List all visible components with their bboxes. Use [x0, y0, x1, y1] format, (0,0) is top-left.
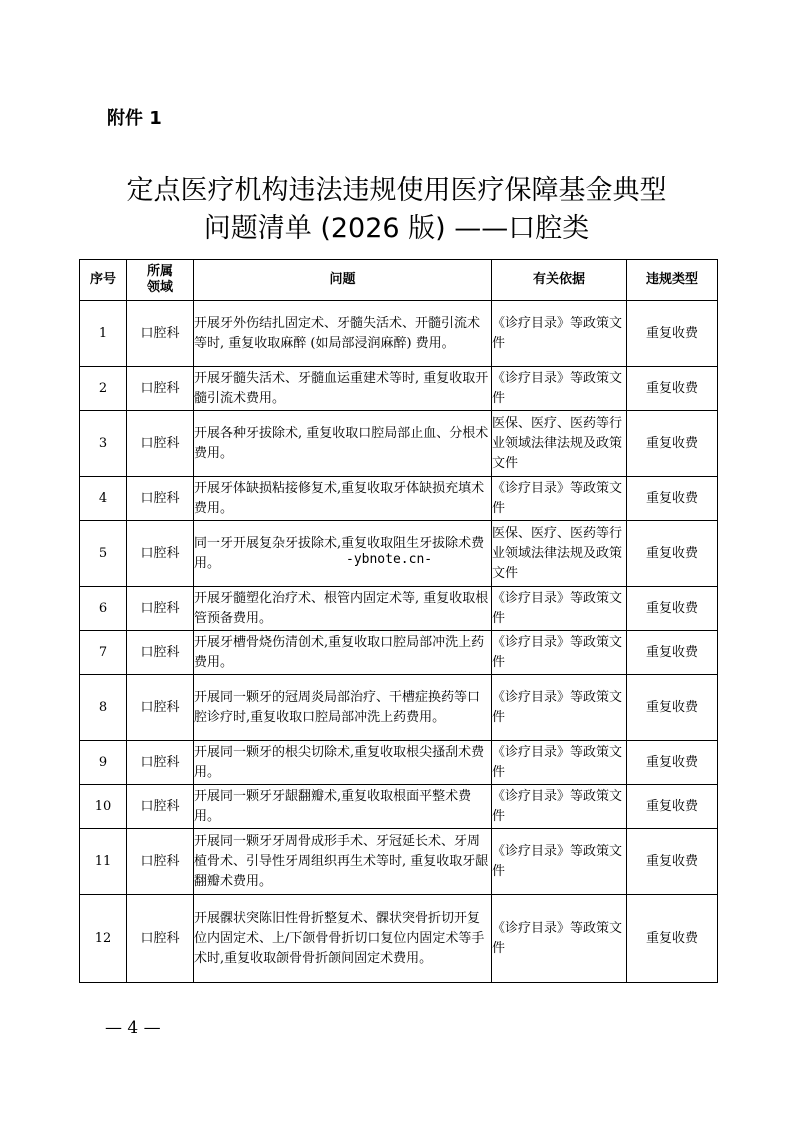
cell-domain: 口腔科	[127, 477, 194, 521]
cell-seq: 2	[80, 367, 127, 411]
cell-type: 重复收费	[627, 631, 718, 675]
table-row	[80, 741, 718, 785]
table-row	[80, 477, 718, 521]
cell-domain: 口腔科	[127, 741, 194, 785]
cell-basis: 《诊疗目录》等政策文件	[492, 367, 627, 411]
document-title-line1: 定点医疗机构违法违规使用医疗保障基金典型	[126, 175, 667, 206]
cell-issue: 开展髁状突陈旧性骨折整复术、髁状突骨折切开复位内固定术、上/下颌骨骨折切口复位内固定术等手术时,重复收取颌骨骨折颌间固定术费用。	[194, 895, 492, 983]
cell-type: 重复收费	[627, 477, 718, 521]
cell-seq: 9	[80, 741, 127, 785]
cell-basis: 医保、医疗、医药等行业领域法律法规及政策文件	[492, 411, 627, 477]
cell-basis: 《诊疗目录》等政策文件	[492, 829, 627, 895]
cell-basis: 《诊疗目录》等政策文件	[492, 587, 627, 631]
cell-basis: 《诊疗目录》等政策文件	[492, 785, 627, 829]
cell-seq: 8	[80, 675, 127, 741]
watermark: -ybnote.cn-	[346, 552, 433, 567]
cell-type: 重复收费	[627, 301, 718, 367]
cell-basis: 医保、医疗、医药等行业领域法律法规及政策文件	[492, 521, 627, 587]
cell-domain: 口腔科	[127, 895, 194, 983]
cell-issue: 同一牙开展复杂牙拔除术,重复收取阻生牙拔除术费用。	[194, 521, 492, 587]
cell-domain: 口腔科	[127, 411, 194, 477]
cell-type: 重复收费	[627, 367, 718, 411]
cell-seq: 5	[80, 521, 127, 587]
cell-basis: 《诊疗目录》等政策文件	[492, 631, 627, 675]
cell-domain: 口腔科	[127, 521, 194, 587]
table-row	[80, 367, 718, 411]
cell-seq: 7	[80, 631, 127, 675]
table-row	[80, 675, 718, 741]
header-seq: 序号	[80, 260, 127, 301]
cell-domain: 口腔科	[127, 829, 194, 895]
cell-domain: 口腔科	[127, 587, 194, 631]
table-row	[80, 301, 718, 367]
cell-issue: 开展各种牙拔除术, 重复收取口腔局部止血、分根术费用。	[194, 411, 492, 477]
header-domain: 所属 领域	[127, 260, 194, 301]
cell-type: 重复收费	[627, 411, 718, 477]
header-basis: 有关依据	[492, 260, 627, 301]
cell-basis: 《诊疗目录》等政策文件	[492, 741, 627, 785]
table-row	[80, 411, 718, 477]
document-title-line2: 问题清单 (2026 版) ——口腔类	[203, 213, 590, 244]
cell-type: 重复收费	[627, 675, 718, 741]
table-header-row	[80, 260, 718, 301]
cell-domain: 口腔科	[127, 785, 194, 829]
cell-type: 重复收费	[627, 785, 718, 829]
cell-seq: 11	[80, 829, 127, 895]
cell-seq: 3	[80, 411, 127, 477]
cell-issue: 开展牙体缺损粘接修复术,重复收取牙体缺损充填术费用。	[194, 477, 492, 521]
cell-basis: 《诊疗目录》等政策文件	[492, 895, 627, 983]
header-type: 违规类型	[627, 260, 718, 301]
table-row	[80, 829, 718, 895]
cell-issue: 开展牙髓失活术、牙髓血运重建术等时, 重复收取开髓引流术费用。	[194, 367, 492, 411]
cell-issue: 开展同一颗牙牙周骨成形手术、牙冠延长术、牙周植骨术、引导性牙周组织再生术等时, 重复收取牙龈翻瓣术费用。	[194, 829, 492, 895]
cell-issue: 开展同一颗牙牙龈翻瓣术,重复收取根面平整术费用。	[194, 785, 492, 829]
cell-basis: 《诊疗目录》等政策文件	[492, 301, 627, 367]
table-row	[80, 785, 718, 829]
cell-issue: 开展同一颗牙的根尖切除术,重复收取根尖搔刮术费用。	[194, 741, 492, 785]
header-issue: 问题	[194, 260, 492, 301]
cell-seq: 4	[80, 477, 127, 521]
cell-issue: 开展牙髓塑化治疗术、根管内固定术等, 重复收取根管预备费用。	[194, 587, 492, 631]
cell-issue: 开展牙外伤结扎固定术、牙髓失活术、开髓引流术等时, 重复收取麻醉 (如局部浸润麻醉) 费用。	[194, 301, 492, 367]
issue-table	[79, 259, 718, 983]
table-row	[80, 587, 718, 631]
table-row	[80, 895, 718, 983]
cell-domain: 口腔科	[127, 675, 194, 741]
cell-issue: 开展同一颗牙的冠周炎局部治疗、干槽症换药等口腔诊疗时,重复收取口腔局部冲洗上药费用。	[194, 675, 492, 741]
cell-basis: 《诊疗目录》等政策文件	[492, 477, 627, 521]
cell-type: 重复收费	[627, 741, 718, 785]
cell-domain: 口腔科	[127, 367, 194, 411]
cell-type: 重复收费	[627, 521, 718, 587]
cell-type: 重复收费	[627, 587, 718, 631]
attachment-label: 附件 1	[107, 108, 162, 129]
cell-seq: 1	[80, 301, 127, 367]
cell-domain: 口腔科	[127, 631, 194, 675]
cell-seq: 6	[80, 587, 127, 631]
cell-type: 重复收费	[627, 829, 718, 895]
cell-seq: 12	[80, 895, 127, 983]
page-number: — 4 —	[105, 1018, 161, 1038]
cell-issue: 开展牙槽骨烧伤清创术,重复收取口腔局部冲洗上药费用。	[194, 631, 492, 675]
cell-type: 重复收费	[627, 895, 718, 983]
table-row	[80, 631, 718, 675]
cell-seq: 10	[80, 785, 127, 829]
cell-domain: 口腔科	[127, 301, 194, 367]
cell-basis: 《诊疗目录》等政策文件	[492, 675, 627, 741]
